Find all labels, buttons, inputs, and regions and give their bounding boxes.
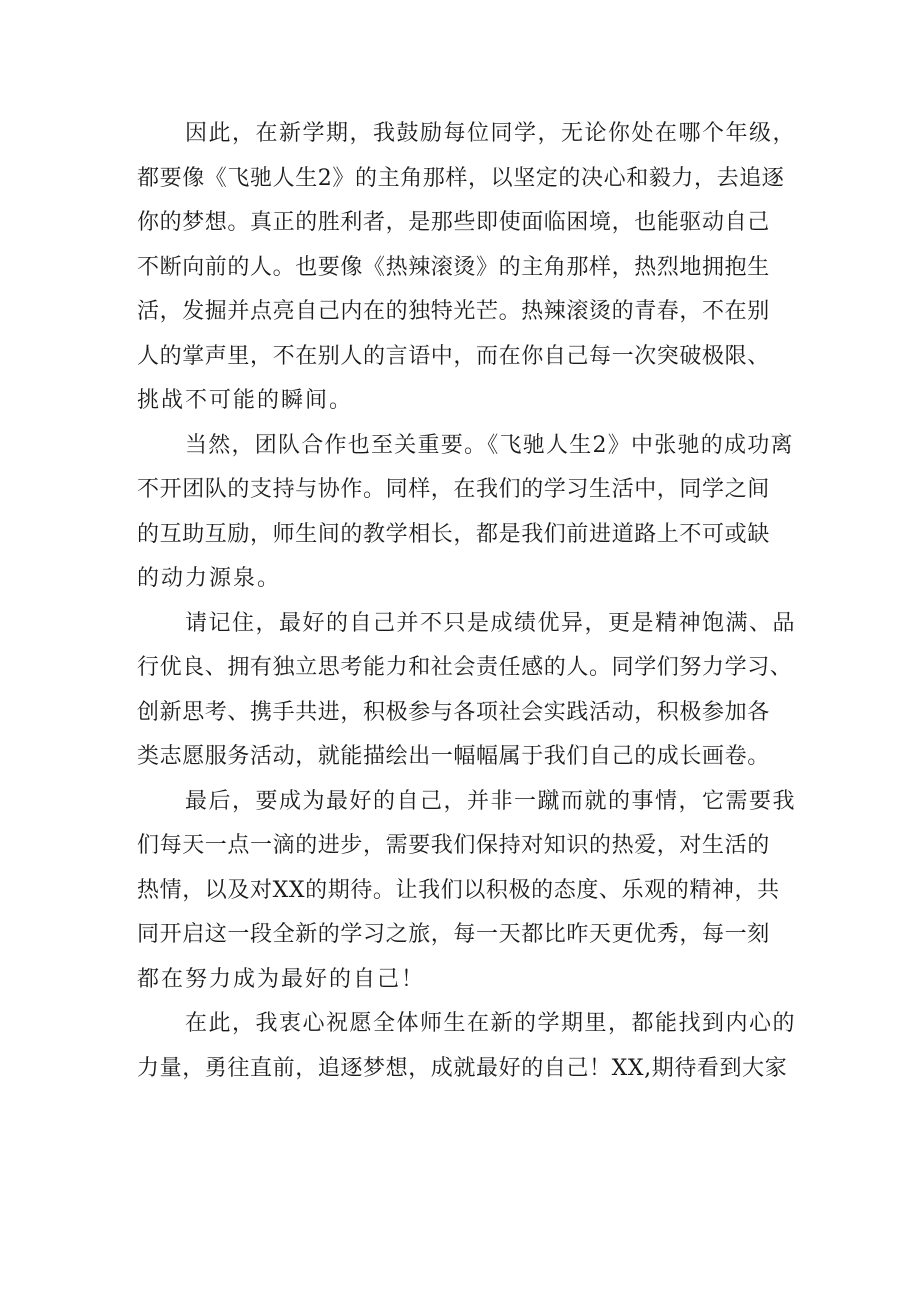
paragraph-line: 你的梦想。真正的胜利者，是那些即使面临困境，也能驱动自己 (137, 210, 770, 235)
paragraph-line: 人的掌声里，不在别人的言语中，而在你自己每一次突破极限、 (137, 343, 770, 369)
paragraph-line: 同开启这一段全新的学习之旅，每一天都比昨天更优秀，每一刻 (137, 922, 770, 947)
paragraph-line: 不断向前的人。也要像《热辣滚烫》的主角那样，热烈地拥抱生 (137, 254, 770, 280)
paragraph-line: 们每天一点一滴的进步，需要我们保持对知识的热爱，对生活的 (137, 833, 770, 858)
paragraph-line: 当然，团队合作也至关重要。《飞驰人生2》中张驰的成功离 (185, 432, 794, 458)
paragraph-line: 力量，勇往直前，追逐梦想，成就最好的自己！XX,期待看到大家 (137, 1055, 788, 1081)
paragraph-line: 不开团队的支持与协作。同样，在我们的学习生活中，同学之间 (137, 477, 770, 502)
paragraph-line: 类志愿服务活动，就能描绘出一幅幅属于我们自己的成长画卷。 (137, 744, 770, 769)
paragraph-line: 请记住，最好的自己并不只是成绩优异，更是精神饱满、品 (185, 610, 797, 636)
paragraph-3 (137, 602, 797, 780)
paragraph-1 (137, 112, 797, 424)
paragraph-line: 都在努力成为最好的自己！ (137, 966, 426, 992)
paragraph-line: 最后，要成为最好的自己，并非一蹴而就的事情，它需要我 (185, 788, 797, 814)
paragraph-2 (137, 424, 797, 602)
paragraph-line: 创新思考、携手共进，积极参与各项社会实践活动，积极参加各 (137, 699, 770, 725)
paragraph-line: 挑战不可能的瞬间。 (137, 388, 354, 413)
paragraph-line: 都要像《飞驰人生2》的主角那样，以坚定的决心和毅力，去追逐 (137, 165, 785, 191)
paragraph-4 (137, 780, 797, 1003)
paragraph-line: 热情，以及对XX的期待。让我们以积极的态度、乐观的精神，共 (137, 877, 780, 903)
paragraph-5 (137, 1002, 797, 1091)
paragraph-line: 活，发掘并点亮自己内在的独特光芒。热辣滚烫的青春，不在别 (137, 299, 770, 324)
paragraph-line: 的互助互励，师生间的教学相长，都是我们前进道路上不可或缺 (137, 521, 770, 547)
paragraph-line: 行优良、拥有独立思考能力和社会责任感的人。同学们努力学习、 (137, 655, 793, 680)
paragraph-line: 在此，我衷心祝愿全体师生在新的学期里，都能找到内心的 (185, 1011, 797, 1036)
document-body (137, 112, 797, 1091)
paragraph-line: 的动力源泉。 (137, 566, 282, 591)
paragraph-line: 因此，在新学期，我鼓励每位同学，无论你处在哪个年级， (185, 121, 797, 146)
